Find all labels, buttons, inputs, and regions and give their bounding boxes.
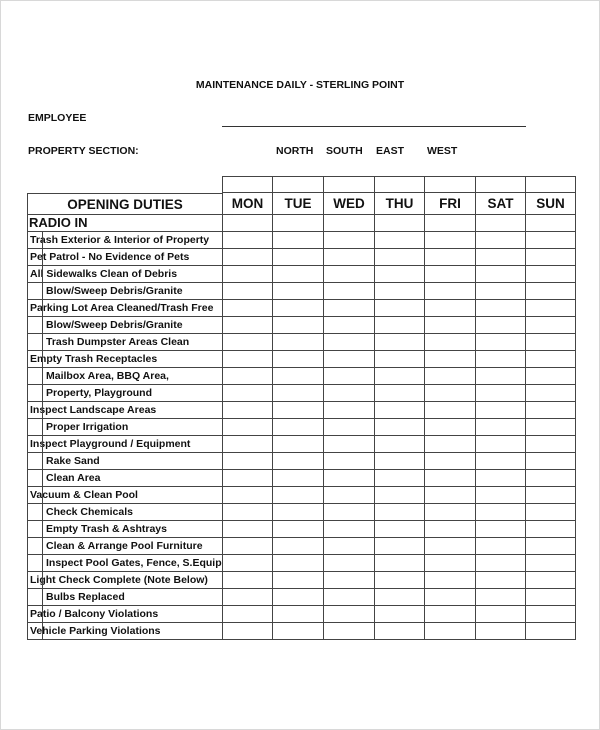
duty-check-thu[interactable] [375, 504, 425, 521]
duty-check-sat[interactable] [476, 334, 526, 351]
duty-label: Blow/Sweep Debris/Granite [27, 317, 223, 334]
duty-check-mon[interactable] [223, 470, 273, 487]
duty-label: Inspect Landscape Areas [27, 402, 223, 419]
duty-check-thu[interactable] [375, 555, 425, 572]
date-cell-fri[interactable] [425, 176, 476, 193]
duty-check-tue[interactable] [273, 555, 324, 572]
duty-check-tue[interactable] [273, 232, 324, 249]
duty-check-mon[interactable] [223, 453, 273, 470]
duty-check-wed[interactable] [324, 385, 375, 402]
duty-check-wed[interactable] [324, 521, 375, 538]
duty-check-mon[interactable] [223, 385, 273, 402]
duty-label: All Sidewalks Clean of Debris [27, 266, 223, 283]
duty-check-fri[interactable] [425, 402, 476, 419]
duty-check-fri[interactable] [425, 351, 476, 368]
duty-check-sun[interactable] [526, 232, 576, 249]
duty-label: Parking Lot Area Cleaned/Trash Free [27, 300, 223, 317]
duty-check-mon[interactable] [223, 572, 273, 589]
duty-check-sat[interactable] [476, 317, 526, 334]
duty-check-wed[interactable] [324, 317, 375, 334]
duty-check-tue[interactable] [273, 266, 324, 283]
duty-check-thu[interactable] [375, 419, 425, 436]
duty-check-tue[interactable] [273, 419, 324, 436]
duty-label: Pet Patrol - No Evidence of Pets [27, 249, 223, 266]
duty-check-tue[interactable] [273, 470, 324, 487]
duty-check-mon[interactable] [223, 521, 273, 538]
duty-check-thu[interactable] [375, 334, 425, 351]
duty-label: Property, Playground [27, 385, 223, 402]
duty-check-fri[interactable] [425, 487, 476, 504]
duty-check-sun[interactable] [526, 436, 576, 453]
duty-check-mon[interactable] [223, 606, 273, 623]
duty-check-mon[interactable] [223, 436, 273, 453]
duty-check-sat[interactable] [476, 368, 526, 385]
duty-check-fri[interactable] [425, 521, 476, 538]
duty-check-mon[interactable] [223, 487, 273, 504]
duty-check-sat[interactable] [476, 436, 526, 453]
duty-check-sun[interactable] [526, 572, 576, 589]
duty-check-sun[interactable] [526, 334, 576, 351]
duty-check-wed[interactable] [324, 453, 375, 470]
duty-check-sun[interactable] [526, 504, 576, 521]
duty-check-sun[interactable] [526, 317, 576, 334]
day-header-mon: MON [223, 193, 273, 215]
duty-check-tue[interactable] [273, 538, 324, 555]
duty-check-thu[interactable] [375, 487, 425, 504]
duty-check-sun[interactable] [526, 487, 576, 504]
duty-check-wed[interactable] [324, 368, 375, 385]
duty-check-sat[interactable] [476, 589, 526, 606]
section-north[interactable]: NORTH [276, 145, 314, 157]
duty-check-wed[interactable] [324, 504, 375, 521]
duty-check-mon[interactable] [223, 623, 273, 640]
duty-check-mon[interactable] [223, 266, 273, 283]
duty-label: Vehicle Parking Violations [27, 623, 223, 640]
duty-check-thu[interactable] [375, 249, 425, 266]
duty-check-mon[interactable] [223, 351, 273, 368]
duty-check-fri[interactable] [425, 368, 476, 385]
duty-check-tue[interactable] [273, 606, 324, 623]
duty-check-mon[interactable] [223, 232, 273, 249]
duty-check-tue[interactable] [273, 300, 324, 317]
duty-check-tue[interactable] [273, 521, 324, 538]
duty-check-tue[interactable] [273, 453, 324, 470]
duty-check-sun[interactable] [526, 402, 576, 419]
date-cell-tue[interactable] [273, 176, 324, 193]
duty-check-tue[interactable] [273, 351, 324, 368]
duty-check-thu[interactable] [375, 453, 425, 470]
duty-check-mon[interactable] [223, 300, 273, 317]
duty-check-sun[interactable] [526, 555, 576, 572]
duty-check-sat[interactable] [476, 470, 526, 487]
duty-check-sat[interactable] [476, 453, 526, 470]
day-header-fri: FRI [425, 193, 476, 215]
duty-check-sat[interactable] [476, 623, 526, 640]
duty-check-wed[interactable] [324, 300, 375, 317]
duty-check-sun[interactable] [526, 453, 576, 470]
duty-check-wed[interactable] [324, 538, 375, 555]
duty-check-sun[interactable] [526, 538, 576, 555]
duty-check-fri[interactable] [425, 538, 476, 555]
duty-check-fri[interactable] [425, 300, 476, 317]
duty-check-wed[interactable] [324, 606, 375, 623]
duty-check-sat[interactable] [476, 351, 526, 368]
duty-check-wed[interactable] [324, 436, 375, 453]
duty-check-tue[interactable] [273, 589, 324, 606]
duty-check-sat[interactable] [476, 606, 526, 623]
duty-check-sat[interactable] [476, 402, 526, 419]
date-cell-sun[interactable] [526, 176, 576, 193]
duty-check-wed[interactable] [324, 334, 375, 351]
duty-check-mon[interactable] [223, 368, 273, 385]
duty-label: Vacuum & Clean Pool [27, 487, 223, 504]
day-header-thu: THU [375, 193, 425, 215]
radio-in-thu[interactable] [375, 215, 425, 232]
opening-duties-header: OPENING DUTIES [27, 193, 223, 215]
duty-check-fri[interactable] [425, 419, 476, 436]
duty-check-fri[interactable] [425, 623, 476, 640]
duty-check-tue[interactable] [273, 436, 324, 453]
duty-check-sat[interactable] [476, 300, 526, 317]
duty-check-tue[interactable] [273, 385, 324, 402]
duty-check-thu[interactable] [375, 521, 425, 538]
duty-label: Trash Exterior & Interior of Property [27, 232, 223, 249]
duty-check-mon[interactable] [223, 317, 273, 334]
date-cell-wed[interactable] [324, 176, 375, 193]
duty-check-thu[interactable] [375, 385, 425, 402]
duty-check-sat[interactable] [476, 249, 526, 266]
duty-check-fri[interactable] [425, 283, 476, 300]
radio-in-label: RADIO IN [27, 215, 223, 232]
duty-check-thu[interactable] [375, 606, 425, 623]
date-cell-thu[interactable] [375, 176, 425, 193]
duty-check-mon[interactable] [223, 249, 273, 266]
duty-check-sun[interactable] [526, 470, 576, 487]
duty-check-tue[interactable] [273, 317, 324, 334]
day-header-sun: SUN [526, 193, 576, 215]
duty-check-fri[interactable] [425, 232, 476, 249]
radio-in-mon[interactable] [223, 215, 273, 232]
duty-check-fri[interactable] [425, 385, 476, 402]
day-header-wed: WED [324, 193, 375, 215]
duty-label: Empty Trash Receptacles [27, 351, 223, 368]
day-header-tue: TUE [273, 193, 324, 215]
radio-in-fri[interactable] [425, 215, 476, 232]
duty-label: Empty Trash & Ashtrays [27, 521, 223, 538]
duty-check-sat[interactable] [476, 385, 526, 402]
duty-check-sat[interactable] [476, 572, 526, 589]
duty-label: Patio / Balcony Violations [27, 606, 223, 623]
duty-check-sat[interactable] [476, 419, 526, 436]
duty-check-sun[interactable] [526, 419, 576, 436]
duty-check-fri[interactable] [425, 436, 476, 453]
duty-check-wed[interactable] [324, 589, 375, 606]
duty-check-fri[interactable] [425, 470, 476, 487]
duty-check-thu[interactable] [375, 317, 425, 334]
duty-check-thu[interactable] [375, 572, 425, 589]
radio-in-wed[interactable] [324, 215, 375, 232]
indent-divider [42, 232, 43, 640]
duty-label: Clean & Arrange Pool Furniture [27, 538, 223, 555]
duty-check-fri[interactable] [425, 555, 476, 572]
duty-check-sun[interactable] [526, 368, 576, 385]
duty-label: Clean Area [27, 470, 223, 487]
duty-label: Inspect Playground / Equipment [27, 436, 223, 453]
duty-check-fri[interactable] [425, 317, 476, 334]
date-cell-mon[interactable] [223, 176, 273, 193]
duty-check-fri[interactable] [425, 504, 476, 521]
duty-check-thu[interactable] [375, 538, 425, 555]
duty-check-sat[interactable] [476, 487, 526, 504]
duty-check-tue[interactable] [273, 487, 324, 504]
duty-check-fri[interactable] [425, 334, 476, 351]
duty-label: Proper Irrigation [27, 419, 223, 436]
duty-check-mon[interactable] [223, 334, 273, 351]
duty-check-sat[interactable] [476, 555, 526, 572]
duty-check-thu[interactable] [375, 402, 425, 419]
duty-check-sun[interactable] [526, 249, 576, 266]
duty-check-tue[interactable] [273, 402, 324, 419]
section-east[interactable]: EAST [376, 145, 405, 157]
duty-check-tue[interactable] [273, 623, 324, 640]
employee-label: EMPLOYEE [28, 112, 87, 124]
duty-check-tue[interactable] [273, 283, 324, 300]
duty-check-tue[interactable] [273, 249, 324, 266]
duty-check-tue[interactable] [273, 572, 324, 589]
duty-check-thu[interactable] [375, 470, 425, 487]
duty-check-thu[interactable] [375, 300, 425, 317]
duty-check-wed[interactable] [324, 419, 375, 436]
duty-check-wed[interactable] [324, 232, 375, 249]
duty-check-sat[interactable] [476, 521, 526, 538]
duty-check-wed[interactable] [324, 249, 375, 266]
duty-check-wed[interactable] [324, 572, 375, 589]
duty-check-fri[interactable] [425, 606, 476, 623]
duty-check-thu[interactable] [375, 351, 425, 368]
duty-check-sun[interactable] [526, 351, 576, 368]
duty-label: Inspect Pool Gates, Fence, S.Equip [27, 555, 223, 572]
duty-check-sat[interactable] [476, 504, 526, 521]
duty-check-sat[interactable] [476, 232, 526, 249]
duty-check-thu[interactable] [375, 232, 425, 249]
duty-check-mon[interactable] [223, 419, 273, 436]
duty-label: Light Check Complete (Note Below) [27, 572, 223, 589]
property-section-label: PROPERTY SECTION: [28, 145, 139, 157]
radio-in-tue[interactable] [273, 215, 324, 232]
duty-check-fri[interactable] [425, 572, 476, 589]
duty-check-sat[interactable] [476, 283, 526, 300]
duty-check-fri[interactable] [425, 589, 476, 606]
duty-check-wed[interactable] [324, 266, 375, 283]
duty-check-mon[interactable] [223, 555, 273, 572]
duty-check-fri[interactable] [425, 249, 476, 266]
duty-check-thu[interactable] [375, 589, 425, 606]
duty-check-thu[interactable] [375, 436, 425, 453]
duty-check-mon[interactable] [223, 504, 273, 521]
duty-check-sat[interactable] [476, 538, 526, 555]
radio-in-sun[interactable] [526, 215, 576, 232]
document-title: MAINTENANCE DAILY - STERLING POINT [195, 79, 405, 91]
duty-check-sun[interactable] [526, 623, 576, 640]
duty-check-mon[interactable] [223, 283, 273, 300]
duty-check-tue[interactable] [273, 368, 324, 385]
radio-in-sat[interactable] [476, 215, 526, 232]
duty-label: Rake Sand [27, 453, 223, 470]
duty-check-sun[interactable] [526, 300, 576, 317]
duty-check-sun[interactable] [526, 283, 576, 300]
duty-check-thu[interactable] [375, 623, 425, 640]
duty-check-wed[interactable] [324, 283, 375, 300]
duty-check-thu[interactable] [375, 266, 425, 283]
duty-label: Mailbox Area, BBQ Area, [27, 368, 223, 385]
duty-check-sun[interactable] [526, 385, 576, 402]
duty-check-thu[interactable] [375, 283, 425, 300]
duty-check-tue[interactable] [273, 334, 324, 351]
duty-check-wed[interactable] [324, 351, 375, 368]
duty-check-wed[interactable] [324, 555, 375, 572]
duty-check-wed[interactable] [324, 470, 375, 487]
duty-label: Blow/Sweep Debris/Granite [27, 283, 223, 300]
duty-check-thu[interactable] [375, 368, 425, 385]
section-west[interactable]: WEST [427, 145, 458, 157]
duty-check-wed[interactable] [324, 402, 375, 419]
duty-check-sun[interactable] [526, 589, 576, 606]
duty-check-fri[interactable] [425, 453, 476, 470]
duty-check-fri[interactable] [425, 266, 476, 283]
duty-check-tue[interactable] [273, 504, 324, 521]
duty-check-sun[interactable] [526, 606, 576, 623]
duty-check-sun[interactable] [526, 521, 576, 538]
duty-label: Check Chemicals [27, 504, 223, 521]
duty-check-wed[interactable] [324, 487, 375, 504]
employee-field[interactable] [222, 126, 526, 127]
section-south[interactable]: SOUTH [326, 145, 363, 157]
day-header-sat: SAT [476, 193, 526, 215]
duty-check-mon[interactable] [223, 402, 273, 419]
duty-check-sat[interactable] [476, 266, 526, 283]
duty-check-mon[interactable] [223, 538, 273, 555]
duty-check-mon[interactable] [223, 589, 273, 606]
date-cell-sat[interactable] [476, 176, 526, 193]
duty-check-wed[interactable] [324, 623, 375, 640]
duty-label: Bulbs Replaced [27, 589, 223, 606]
duty-label: Trash Dumpster Areas Clean [27, 334, 223, 351]
duty-check-sun[interactable] [526, 266, 576, 283]
